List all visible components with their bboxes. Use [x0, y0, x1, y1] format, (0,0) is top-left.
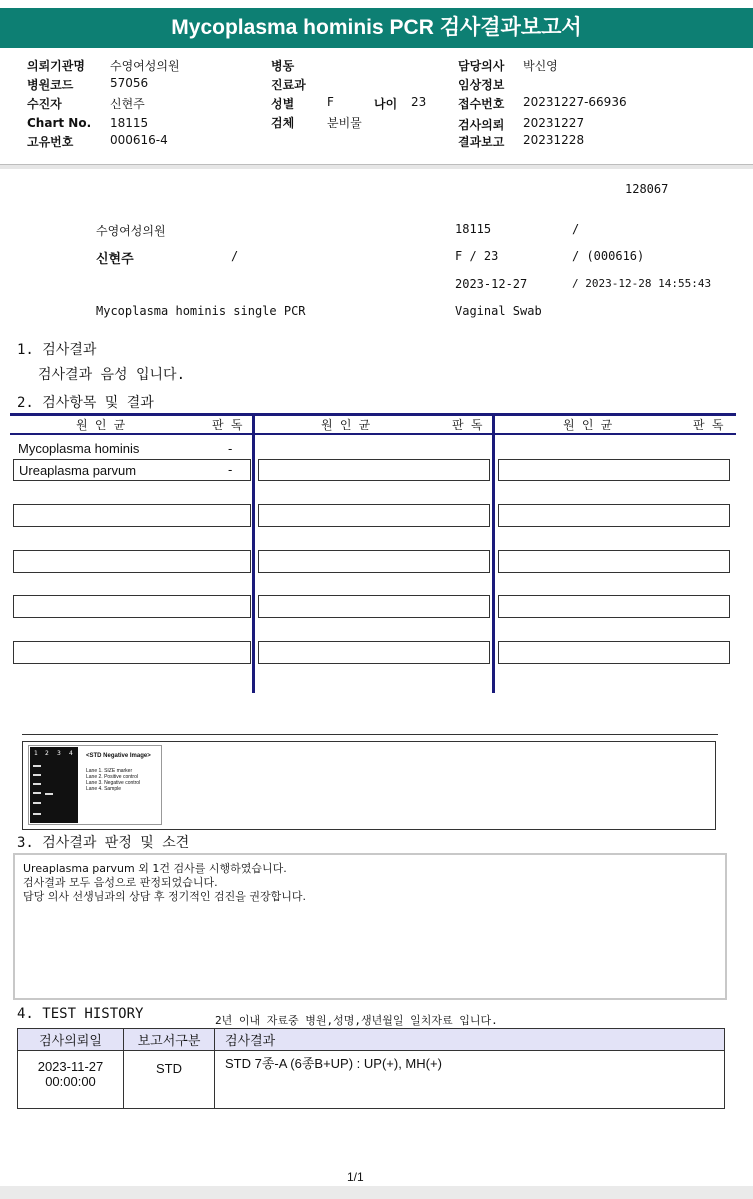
history-header-row [18, 1029, 725, 1051]
history-date: 2023-11-27 [37, 1059, 104, 1074]
col-result-3: 판 독 [693, 418, 724, 432]
summary-slash: / [572, 222, 580, 236]
history-col-result: 검사결과 [215, 1029, 725, 1051]
summary-patient: 신현주 [96, 252, 134, 267]
col-result-2: 판 독 [452, 418, 483, 432]
section1-result: 검사결과 음성 입니다. [38, 367, 186, 383]
label-specimen: 검체 [271, 116, 295, 130]
result-cell [258, 459, 490, 481]
label-unique-no: 고유번호 [27, 135, 74, 149]
gel-legend [86, 768, 140, 792]
report-title: Mycoplasma hominis PCR 검사결과보고서 [0, 8, 753, 48]
marker-band [33, 813, 41, 815]
summary-clinic: 수영여성의원 [96, 224, 166, 238]
result-cell [498, 504, 730, 527]
result-cell [498, 641, 730, 664]
result-cell [498, 550, 730, 573]
value-clinic: 수영여성의원 [110, 59, 180, 73]
opinion-text [23, 862, 306, 904]
label-age: 나이 [374, 97, 398, 111]
label-clinical-info: 임상정보 [458, 78, 505, 92]
grid-divider-2 [492, 413, 495, 693]
pathogen-name: Mycoplasma hominis [18, 441, 140, 456]
pathogen-result: - [228, 462, 233, 477]
summary-code: / (000616) [572, 249, 645, 263]
value-report-date: 20231228 [523, 133, 585, 147]
history-date-cell [18, 1051, 124, 1109]
opinion-line: 검사결과 모두 음성으로 판정되었습니다. [23, 876, 218, 889]
value-receipt-no: 20231227-66936 [523, 95, 627, 109]
label-sex: 성별 [271, 97, 295, 111]
history-col-date: 검사의뢰일 [18, 1029, 124, 1051]
col-result-1: 판 독 [212, 418, 243, 432]
lane-number: 1 [34, 750, 38, 757]
lane-number: 4 [69, 750, 73, 757]
page-number: 1/1 [347, 1170, 364, 1184]
value-doctor: 박신영 [523, 59, 558, 73]
col-pathogen-3: 원 인 균 [563, 418, 613, 432]
result-cell [498, 595, 730, 618]
history-table [17, 1028, 725, 1109]
history-note: 2년 이내 자료중 병원,성명,생년월일 일치자료 입니다. [215, 1014, 498, 1027]
label-ward: 병동 [271, 59, 295, 73]
result-cell [13, 504, 251, 527]
history-row [18, 1051, 725, 1109]
section3-heading: 3. 검사결과 판정 및 소견 [17, 835, 190, 851]
marker-band [33, 774, 41, 776]
gel-title: <STD Negative Image> [86, 753, 151, 759]
label-receipt-no: 접수번호 [458, 97, 505, 111]
result-cell [258, 550, 490, 573]
lane-number: 3 [57, 750, 61, 757]
value-age: 23 [411, 95, 427, 109]
marker-band [33, 783, 41, 785]
gel-legend-item: Lane 4. Sample [86, 786, 122, 792]
marker-band [33, 792, 41, 794]
label-chart-no: Chart No. [27, 116, 92, 130]
gel-legend-item: Lane 3. Negative control [86, 780, 141, 786]
value-specimen: 분비물 [327, 116, 362, 130]
summary-report-datetime: / 2023-12-28 14:55:43 [572, 277, 712, 290]
value-patient: 신현주 [110, 97, 145, 111]
result-cell [258, 595, 490, 618]
label-hospital-code: 병원코드 [27, 78, 74, 92]
gel-legend-item: Lane 1. SIZE marker [86, 768, 133, 774]
label-department: 진료과 [271, 78, 306, 92]
value-unique-no: 000616-4 [110, 133, 168, 147]
label-clinic: 의뢰기관명 [27, 59, 85, 73]
history-result: STD 7종-A (6종B+UP) : UP(+), MH(+) [215, 1051, 725, 1109]
opinion-line: Ureaplasma parvum 외 1건 검사를 시행하였습니다. [23, 862, 287, 875]
opinion-line: 담당 의사 선생님과의 상담 후 정기적인 검진을 권장합니다. [23, 890, 306, 903]
lane-number: 2 [45, 750, 49, 757]
value-sex: F [327, 95, 334, 109]
gel-top-rule [22, 734, 718, 735]
label-report-date: 결과보고 [458, 135, 505, 149]
result-cell [13, 641, 251, 664]
document-number: 128067 [625, 182, 669, 196]
history-type: STD [124, 1051, 215, 1109]
header-shadow [0, 165, 753, 169]
summary-request-date: 2023-12-27 [455, 277, 528, 291]
summary-slash-2: / [231, 249, 239, 263]
section4-heading: 4. TEST HISTORY [17, 1006, 144, 1022]
col-pathogen-1: 원 인 균 [76, 418, 126, 432]
value-hospital-code: 57056 [110, 76, 149, 90]
result-cell [13, 550, 251, 573]
pathogen-name: Ureaplasma parvum [19, 463, 137, 478]
label-request-date: 검사의뢰 [458, 118, 505, 132]
result-cell [13, 595, 251, 618]
label-doctor: 담당의사 [458, 59, 505, 73]
marker-band [33, 802, 41, 804]
summary-chart: 18115 [455, 222, 492, 236]
grid-divider-1 [252, 413, 255, 693]
value-request-date: 20231227 [523, 116, 585, 130]
result-cell [258, 641, 490, 664]
page-bottom-bar [0, 1186, 753, 1199]
gel-legend-item: Lane 2. Positive control [86, 774, 138, 780]
section1-heading: 1. 검사결과 [17, 342, 97, 358]
summary-specimen: Vaginal Swab [455, 304, 542, 318]
history-time: 00:00:00 [45, 1074, 96, 1089]
result-cell [258, 504, 490, 527]
grid-header-rule [10, 433, 736, 435]
pathogen-result: - [228, 441, 233, 456]
gel-electrophoresis-image [30, 747, 78, 823]
history-col-type: 보고서구분 [124, 1029, 215, 1051]
positive-band [45, 793, 53, 795]
summary-sex-age: F / 23 [455, 249, 499, 263]
label-patient: 수진자 [27, 97, 62, 111]
value-chart-no: 18115 [110, 116, 149, 130]
summary-test-name: Mycoplasma hominis single PCR [96, 304, 306, 318]
result-cell [498, 459, 730, 481]
marker-band [33, 765, 41, 767]
section2-heading: 2. 검사항목 및 결과 [17, 395, 154, 411]
col-pathogen-2: 원 인 균 [321, 418, 371, 432]
